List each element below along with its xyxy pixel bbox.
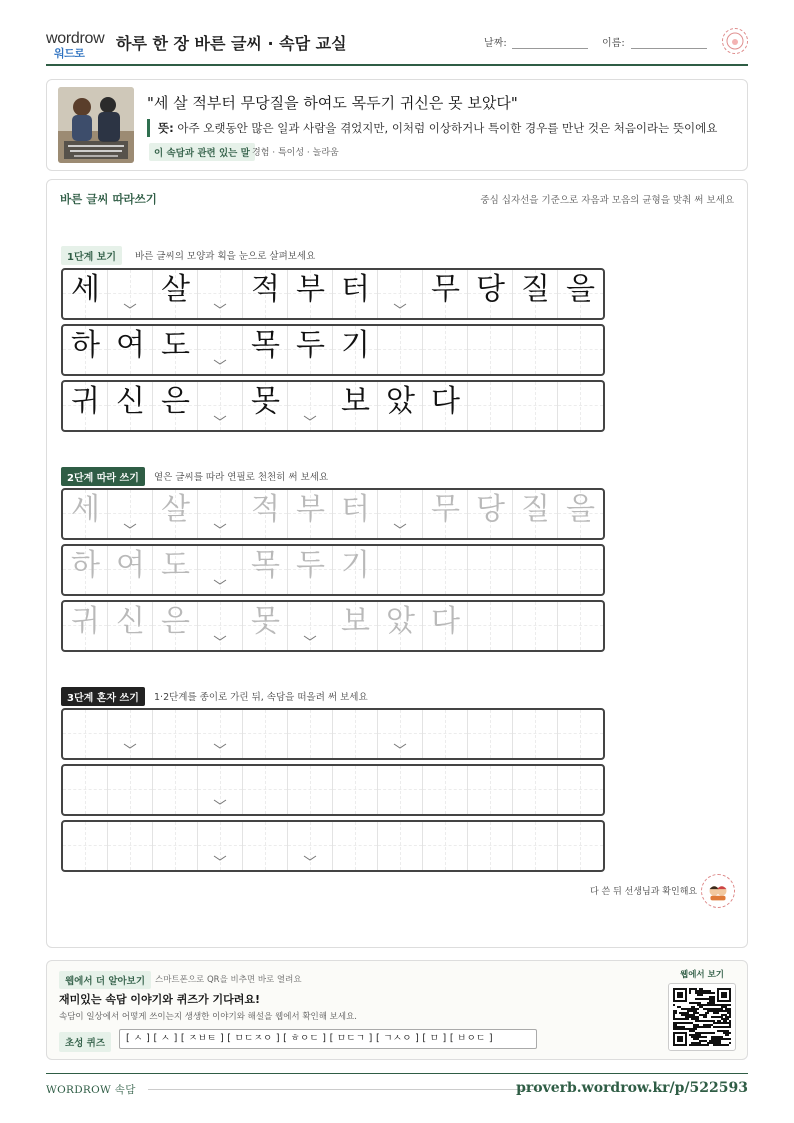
grid-cell[interactable] bbox=[423, 822, 468, 870]
proverb-text: "세 살 적부터 무당질을 하여도 목두기 귀신은 못 보았다" bbox=[147, 94, 518, 112]
grid-cell[interactable] bbox=[288, 766, 333, 814]
grid-char: 무 bbox=[431, 492, 460, 527]
footer-divider bbox=[148, 1089, 538, 1090]
grid-cell bbox=[63, 270, 108, 318]
grid-cell[interactable] bbox=[153, 546, 198, 594]
grid-char: 하 bbox=[71, 548, 100, 583]
stage-3-chip: 3단계 혼자 쓰기 bbox=[61, 687, 145, 706]
grid-char: 부 bbox=[296, 492, 325, 527]
grid-cell bbox=[468, 270, 513, 318]
grid-cell[interactable] bbox=[333, 490, 378, 538]
grid-char: 목 bbox=[251, 328, 280, 363]
teacher-stamp-icon bbox=[701, 874, 735, 908]
web-more-chip: 웹에서 더 알아보기 bbox=[59, 971, 151, 989]
grid-char: 은 bbox=[161, 604, 190, 639]
grid-cell bbox=[333, 382, 378, 430]
grid-cell[interactable] bbox=[333, 822, 378, 870]
grid-cell[interactable] bbox=[153, 822, 198, 870]
grid-cell[interactable] bbox=[108, 490, 153, 538]
grid-cell[interactable] bbox=[468, 710, 513, 758]
grid-cell bbox=[468, 326, 513, 374]
grid-cell[interactable] bbox=[558, 766, 603, 814]
practice-title: 바른 글씨 따라쓰기 bbox=[60, 192, 157, 206]
grid-cell bbox=[558, 382, 603, 430]
space-mark-icon bbox=[213, 634, 227, 642]
grid-char: 귀 bbox=[71, 384, 100, 419]
space-mark-icon bbox=[213, 854, 227, 862]
grid-cell[interactable] bbox=[153, 766, 198, 814]
grid-cell[interactable] bbox=[288, 490, 333, 538]
page-title: 하루 한 장 바른 글씨 · 속담 교실 bbox=[116, 34, 347, 53]
teacher-confirm-text: 다 쓴 뒤 선생님과 확인해요 bbox=[590, 887, 698, 897]
stage-3-row-1[interactable] bbox=[61, 708, 605, 760]
name-field[interactable] bbox=[631, 48, 707, 49]
grid-cell[interactable] bbox=[198, 710, 243, 758]
grid-cell[interactable] bbox=[243, 822, 288, 870]
stage-1-chip: 1단계 보기 bbox=[61, 246, 122, 265]
grid-cell[interactable] bbox=[333, 710, 378, 758]
grid-cell[interactable] bbox=[468, 766, 513, 814]
grid-cell[interactable] bbox=[108, 602, 153, 650]
chosung-quiz: [ ㅅ ] [ ㅅ ] [ ㅈㅂㅌ ] [ ㅁㄷㅈㅇ ] [ ㅎㅇㄷ ] [ ㅁㄷㄱ ] [ ㄱㅅㅇ ] [ ㅁ ] [ ㅂㅇㄷ ] bbox=[119, 1029, 537, 1049]
qr-code-icon bbox=[673, 988, 731, 1046]
grid-cell[interactable] bbox=[558, 546, 603, 594]
grid-cell[interactable] bbox=[153, 490, 198, 538]
name-label: 이름: bbox=[602, 38, 625, 49]
grid-cell[interactable] bbox=[198, 546, 243, 594]
grid-cell[interactable] bbox=[288, 546, 333, 594]
grid-cell[interactable] bbox=[378, 546, 423, 594]
grid-char: 적 bbox=[251, 272, 280, 307]
grid-char: 다 bbox=[431, 384, 460, 419]
page-header bbox=[46, 26, 748, 66]
grid-cell bbox=[108, 326, 153, 374]
web-more-card bbox=[46, 960, 748, 1060]
grid-char: 여 bbox=[116, 328, 145, 363]
grid-char: 못 bbox=[251, 384, 280, 419]
grid-cell[interactable] bbox=[423, 710, 468, 758]
footer-url[interactable]: proverb.wordrow.kr/p/522593 bbox=[516, 1080, 748, 1096]
grid-cell[interactable] bbox=[333, 546, 378, 594]
grid-char: 보 bbox=[341, 384, 370, 419]
logo-subtext: 워드로 bbox=[54, 47, 85, 60]
grid-cell bbox=[423, 382, 468, 430]
grid-cell[interactable] bbox=[468, 490, 513, 538]
grid-cell[interactable] bbox=[288, 710, 333, 758]
grid-cell bbox=[423, 326, 468, 374]
stage-1-row-2 bbox=[61, 324, 605, 376]
grid-char: 당 bbox=[476, 492, 505, 527]
grid-cell bbox=[378, 382, 423, 430]
grid-char: 기 bbox=[341, 548, 370, 583]
grid-cell bbox=[243, 326, 288, 374]
grid-cell[interactable] bbox=[63, 546, 108, 594]
grid-cell[interactable] bbox=[423, 602, 468, 650]
stage-3-desc: 1·2단계를 종이로 가린 뒤, 속담을 떠올려 써 보세요 bbox=[154, 692, 368, 703]
stage-3-row-2[interactable] bbox=[61, 764, 605, 816]
seal-icon bbox=[722, 28, 748, 54]
stage-1-row-3 bbox=[61, 380, 605, 432]
grid-cell[interactable] bbox=[333, 766, 378, 814]
stage-2-row-2[interactable] bbox=[61, 544, 605, 596]
grid-cell bbox=[288, 326, 333, 374]
grid-char: 을 bbox=[566, 272, 595, 307]
space-mark-icon bbox=[123, 742, 137, 750]
space-mark-icon bbox=[303, 414, 317, 422]
grid-cell bbox=[423, 270, 468, 318]
grid-char: 질 bbox=[521, 272, 550, 307]
space-mark-icon bbox=[123, 522, 137, 530]
grid-cell[interactable] bbox=[243, 546, 288, 594]
grid-cell bbox=[153, 382, 198, 430]
grid-cell bbox=[108, 382, 153, 430]
grid-char: 보 bbox=[341, 604, 370, 639]
qr-code[interactable] bbox=[668, 983, 736, 1051]
grid-cell bbox=[63, 326, 108, 374]
grid-cell[interactable] bbox=[558, 822, 603, 870]
space-mark-icon bbox=[213, 742, 227, 750]
space-mark-icon bbox=[393, 302, 407, 310]
grid-cell[interactable] bbox=[513, 822, 558, 870]
grid-cell[interactable] bbox=[63, 710, 108, 758]
grid-cell[interactable] bbox=[108, 766, 153, 814]
space-mark-icon bbox=[213, 522, 227, 530]
handwriting-practice bbox=[46, 179, 748, 948]
grid-char: 질 bbox=[521, 492, 550, 527]
stage-2-row-3[interactable] bbox=[61, 600, 605, 652]
grid-char: 신 bbox=[116, 604, 145, 639]
grid-char: 무 bbox=[431, 272, 460, 307]
grid-cell[interactable] bbox=[378, 822, 423, 870]
space-mark-icon bbox=[393, 742, 407, 750]
grid-char: 세 bbox=[71, 272, 100, 307]
grid-cell[interactable] bbox=[558, 490, 603, 538]
grid-cell[interactable] bbox=[198, 602, 243, 650]
grid-cell[interactable] bbox=[513, 546, 558, 594]
grid-cell[interactable] bbox=[243, 490, 288, 538]
meaning-label: 뜻: bbox=[158, 121, 174, 135]
grid-cell[interactable] bbox=[63, 822, 108, 870]
grid-char: 귀 bbox=[71, 604, 100, 639]
space-mark-icon bbox=[213, 798, 227, 806]
grid-cell[interactable] bbox=[558, 710, 603, 758]
grid-char: 터 bbox=[341, 492, 370, 527]
grid-cell[interactable] bbox=[513, 710, 558, 758]
grid-cell[interactable] bbox=[468, 602, 513, 650]
grid-cell bbox=[513, 270, 558, 318]
grid-cell[interactable] bbox=[468, 546, 513, 594]
grid-cell bbox=[153, 270, 198, 318]
space-mark-icon bbox=[303, 634, 317, 642]
space-mark-icon bbox=[303, 854, 317, 862]
grid-cell bbox=[558, 326, 603, 374]
grid-char: 하 bbox=[71, 328, 100, 363]
grid-cell[interactable] bbox=[378, 602, 423, 650]
grid-cell[interactable] bbox=[108, 822, 153, 870]
grid-cell[interactable] bbox=[378, 710, 423, 758]
related-words: 경험 · 특이성 · 놀라움 bbox=[252, 148, 339, 158]
grid-char: 은 bbox=[161, 384, 190, 419]
grid-char: 터 bbox=[341, 272, 370, 307]
grid-cell[interactable] bbox=[513, 602, 558, 650]
grid-char: 도 bbox=[161, 328, 190, 363]
grid-cell bbox=[198, 326, 243, 374]
qr-title: 웹에서 보기 bbox=[680, 970, 725, 980]
grid-char: 살 bbox=[161, 272, 190, 307]
grid-cell[interactable] bbox=[333, 602, 378, 650]
grid-cell[interactable] bbox=[198, 766, 243, 814]
grid-cell bbox=[288, 382, 333, 430]
web-more-headline: 재미있는 속담 이야기와 퀴즈가 기다려요! bbox=[59, 993, 260, 1006]
web-more-sub: 스마트폰으로 QR을 비추면 바로 열려요 bbox=[155, 975, 302, 985]
grid-char: 두 bbox=[296, 328, 325, 363]
grid-cell[interactable] bbox=[513, 766, 558, 814]
grid-cell bbox=[153, 326, 198, 374]
grid-cell[interactable] bbox=[63, 766, 108, 814]
space-mark-icon bbox=[213, 414, 227, 422]
grid-cell[interactable] bbox=[468, 822, 513, 870]
grid-cell[interactable] bbox=[243, 710, 288, 758]
grid-cell[interactable] bbox=[243, 602, 288, 650]
grid-cell[interactable] bbox=[198, 822, 243, 870]
grid-cell bbox=[288, 270, 333, 318]
related-words-chip: 이 속담과 관련 있는 말 bbox=[149, 143, 255, 161]
proverb-illustration bbox=[58, 87, 134, 163]
wordrow-logo bbox=[46, 30, 106, 58]
page-footer bbox=[46, 1073, 748, 1099]
meaning-text: 아주 오랫동안 많은 일과 사람을 겪었지만, 이처럼 이상하거나 특이한 경우를 만난 것은 처음이라는 뜻이에요 bbox=[173, 121, 718, 135]
grid-cell bbox=[108, 270, 153, 318]
logo-text: wordrow bbox=[46, 30, 105, 47]
stage-2-chip: 2단계 따라 쓰기 bbox=[61, 467, 145, 486]
grid-cell[interactable] bbox=[423, 766, 468, 814]
grid-cell[interactable] bbox=[378, 490, 423, 538]
grid-cell bbox=[468, 382, 513, 430]
stage-2-row-1[interactable] bbox=[61, 488, 605, 540]
grid-cell bbox=[333, 326, 378, 374]
grid-cell[interactable] bbox=[243, 766, 288, 814]
grid-cell[interactable] bbox=[513, 490, 558, 538]
grid-cell bbox=[198, 270, 243, 318]
grid-char: 적 bbox=[251, 492, 280, 527]
grid-cell[interactable] bbox=[558, 602, 603, 650]
grid-char: 도 bbox=[161, 548, 190, 583]
quiz-label: 초성 퀴즈 bbox=[59, 1032, 111, 1052]
grid-char: 두 bbox=[296, 548, 325, 583]
grid-cell bbox=[378, 326, 423, 374]
grid-cell bbox=[513, 382, 558, 430]
grid-cell[interactable] bbox=[108, 546, 153, 594]
practice-note: 중심 십자선을 기준으로 자음과 모음의 균형을 맞춰 써 보세요 bbox=[480, 195, 734, 206]
grid-cell[interactable] bbox=[153, 710, 198, 758]
space-mark-icon bbox=[123, 302, 137, 310]
grid-char: 부 bbox=[296, 272, 325, 307]
grid-char: 당 bbox=[476, 272, 505, 307]
grid-char: 여 bbox=[116, 548, 145, 583]
space-mark-icon bbox=[213, 578, 227, 586]
grid-char: 았 bbox=[386, 384, 415, 419]
proverb-meaning bbox=[147, 119, 717, 137]
date-field[interactable] bbox=[512, 48, 588, 49]
stage-3-row-3[interactable] bbox=[61, 820, 605, 872]
grid-char: 세 bbox=[71, 492, 100, 527]
space-mark-icon bbox=[213, 358, 227, 366]
stage-1-desc: 바른 글씨의 모양과 획을 눈으로 살펴보세요 bbox=[135, 251, 316, 262]
grid-cell bbox=[513, 326, 558, 374]
grid-char: 목 bbox=[251, 548, 280, 583]
grid-char: 다 bbox=[431, 604, 460, 639]
space-mark-icon bbox=[393, 522, 407, 530]
grid-char: 신 bbox=[116, 384, 145, 419]
grid-cell bbox=[378, 270, 423, 318]
grid-cell[interactable] bbox=[288, 822, 333, 870]
stage-1-row-1 bbox=[61, 268, 605, 320]
space-mark-icon bbox=[213, 302, 227, 310]
grid-cell[interactable] bbox=[198, 490, 243, 538]
grid-cell[interactable] bbox=[108, 710, 153, 758]
grid-cell[interactable] bbox=[153, 602, 198, 650]
grid-cell[interactable] bbox=[63, 490, 108, 538]
grid-char: 기 bbox=[341, 328, 370, 363]
grid-char: 을 bbox=[566, 492, 595, 527]
grid-char: 살 bbox=[161, 492, 190, 527]
grid-cell[interactable] bbox=[63, 602, 108, 650]
grid-cell bbox=[198, 382, 243, 430]
grid-cell[interactable] bbox=[423, 546, 468, 594]
grid-cell bbox=[243, 382, 288, 430]
grid-cell bbox=[558, 270, 603, 318]
grid-cell[interactable] bbox=[423, 490, 468, 538]
web-more-desc: 속담이 일상에서 어떻게 쓰이는지 생생한 이야기와 해설을 웹에서 확인해 보세요. bbox=[59, 1012, 357, 1022]
grid-char: 못 bbox=[251, 604, 280, 639]
grid-cell bbox=[63, 382, 108, 430]
proverb-card bbox=[46, 79, 748, 171]
footer-brand: WORDROW 속담 bbox=[46, 1084, 136, 1096]
grid-char: 았 bbox=[386, 604, 415, 639]
date-label: 날짜: bbox=[484, 38, 507, 49]
grid-cell[interactable] bbox=[378, 766, 423, 814]
grid-cell bbox=[333, 270, 378, 318]
stage-2-desc: 옅은 글씨를 따라 연필로 천천히 써 보세요 bbox=[154, 472, 329, 483]
grid-cell[interactable] bbox=[288, 602, 333, 650]
grid-cell bbox=[243, 270, 288, 318]
